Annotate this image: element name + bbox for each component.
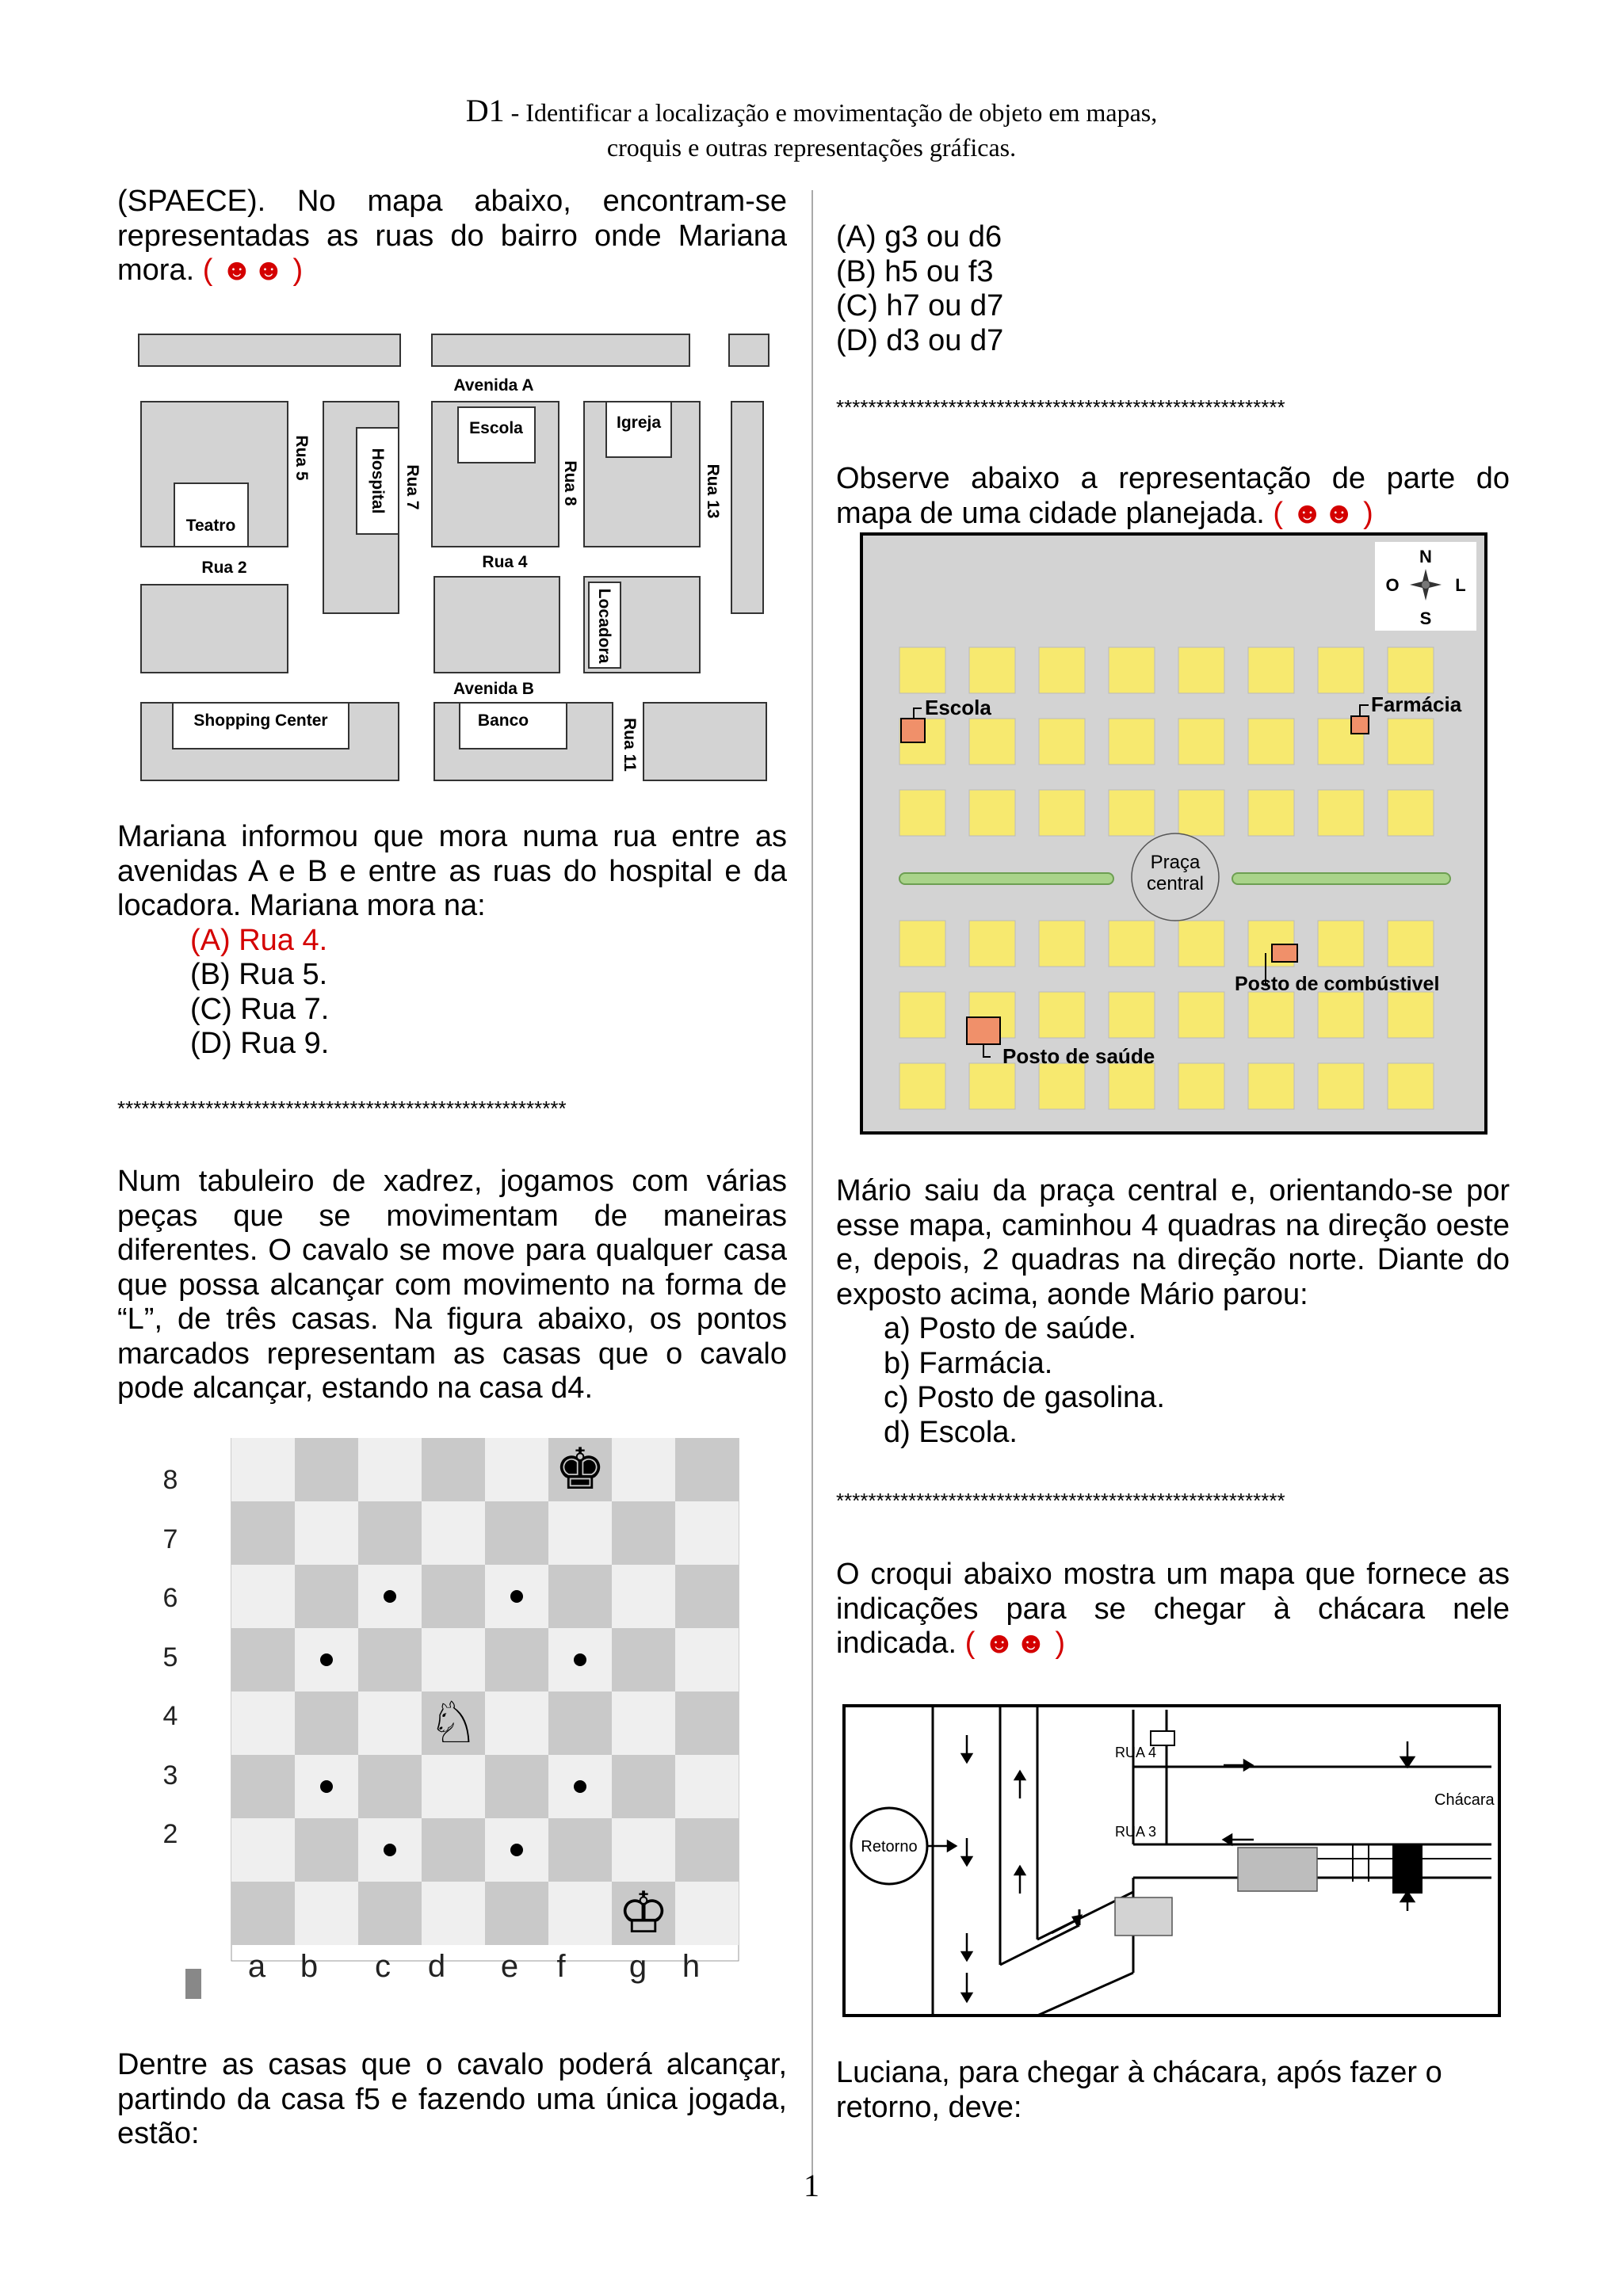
board-square bbox=[231, 1755, 295, 1818]
q3-options bbox=[836, 1312, 1510, 1450]
q4-question: Luciana, para chegar à chácara, após fazer o retorno, deve: bbox=[836, 2056, 1442, 2124]
q1-option-c[interactable]: (C) Rua 7. bbox=[190, 992, 330, 1026]
city-block bbox=[1039, 1063, 1085, 1109]
q3-option-a[interactable]: a) Posto de saúde. bbox=[884, 1312, 1136, 1345]
city-block bbox=[1388, 790, 1434, 836]
board-square bbox=[675, 1501, 739, 1565]
file-label: e bbox=[500, 1949, 519, 1984]
label-rua-13: Rua 13 bbox=[704, 463, 722, 519]
q2-question-block bbox=[117, 2048, 787, 2152]
board-square bbox=[548, 1691, 612, 1755]
q1-option-d[interactable]: (D) Rua 9. bbox=[190, 1027, 330, 1060]
map-block bbox=[139, 334, 400, 366]
q2-option-b[interactable]: (B) h5 ou f3 bbox=[836, 254, 994, 288]
label-escola: Escola bbox=[925, 696, 991, 719]
smiley-icon: ( ☻☻ ) bbox=[1273, 496, 1373, 530]
q1-option-b[interactable]: (B) Rua 5. bbox=[190, 958, 328, 991]
city-block bbox=[1109, 921, 1155, 967]
descriptor-code: D1 bbox=[465, 93, 505, 128]
city-block bbox=[1388, 647, 1434, 693]
board-square bbox=[295, 1565, 358, 1628]
street-map bbox=[127, 325, 777, 792]
city-block bbox=[1109, 1063, 1155, 1109]
city-block bbox=[969, 647, 1015, 693]
label-rua-4: Rua 4 bbox=[482, 553, 528, 571]
board-square bbox=[675, 1882, 739, 1945]
marked-square-dot bbox=[320, 1653, 333, 1666]
descriptor-line2: croquis e outras representações gráficas. bbox=[606, 133, 1017, 162]
rank-label: 3 bbox=[162, 1760, 178, 1791]
city-block bbox=[1039, 790, 1085, 836]
board-square bbox=[358, 1628, 422, 1691]
label-avenida-a: Avenida A bbox=[453, 376, 534, 395]
city-block bbox=[1318, 921, 1364, 967]
city-block bbox=[1109, 719, 1155, 765]
separator-stars: ******************************************************** bbox=[117, 1097, 567, 1120]
city-block bbox=[1178, 1063, 1224, 1109]
board-square bbox=[231, 1882, 295, 1945]
city-block bbox=[1109, 790, 1155, 836]
board-square bbox=[231, 1501, 295, 1565]
descriptor-line1: Identificar a localização e movimentação de objeto em mapas, bbox=[525, 98, 1158, 127]
chess-board bbox=[231, 1438, 739, 1961]
city-block bbox=[1039, 921, 1085, 967]
board-square bbox=[422, 1501, 485, 1565]
q1-option-a[interactable]: (A) Rua 4. bbox=[190, 923, 328, 957]
map-block bbox=[729, 334, 769, 366]
city-block bbox=[1248, 790, 1294, 836]
smiley-icon: ( ☻☻ ) bbox=[964, 1627, 1066, 1660]
escola-marker bbox=[901, 719, 925, 742]
board-square bbox=[548, 1818, 612, 1882]
rank-label: 7 bbox=[162, 1524, 178, 1554]
board-square bbox=[485, 1691, 548, 1755]
board-square bbox=[231, 1628, 295, 1691]
file-label: b bbox=[300, 1949, 319, 1984]
q2-option-d[interactable]: (D) d3 ou d7 bbox=[836, 323, 1004, 357]
file-label: a bbox=[247, 1949, 266, 1984]
q4-body bbox=[836, 1558, 1510, 1661]
board-square bbox=[485, 1882, 548, 1945]
board-corner-shadow bbox=[185, 1969, 201, 1999]
board-square bbox=[295, 1438, 358, 1501]
label-rua-5: Rua 5 bbox=[292, 435, 311, 481]
city-block bbox=[1318, 790, 1364, 836]
city-block bbox=[1109, 992, 1155, 1038]
label-rua-8: Rua 8 bbox=[561, 460, 579, 506]
city-map bbox=[860, 532, 1487, 1135]
board-square bbox=[675, 1755, 739, 1818]
city-block bbox=[1248, 647, 1294, 693]
label-farmacia: Farmácia bbox=[1371, 692, 1462, 716]
board-square bbox=[358, 1882, 422, 1945]
city-block bbox=[899, 921, 945, 967]
board-square bbox=[485, 1501, 548, 1565]
farmacia-marker bbox=[1351, 716, 1369, 734]
label-locadora: Locadora bbox=[595, 588, 613, 664]
city-block bbox=[1178, 790, 1224, 836]
board-square bbox=[422, 1628, 485, 1691]
city-block bbox=[1039, 647, 1085, 693]
marked-square-dot bbox=[510, 1844, 523, 1856]
label-retorno: Retorno bbox=[861, 1838, 918, 1855]
q3-text: Observe abaixo a representação de parte do mapa de uma cidade planejada. ( ☻☻ ) bbox=[836, 462, 1510, 530]
label-chacara: Chácara bbox=[1434, 1791, 1495, 1809]
file-label: h bbox=[682, 1949, 701, 1984]
board-square bbox=[295, 1818, 358, 1882]
q1-text: (SPAECE). No mapa abaixo, encontram-se representadas as ruas do bairro onde Mariana mora. ( ☻☻ ) bbox=[117, 185, 787, 287]
board-square bbox=[231, 1691, 295, 1755]
board-square bbox=[612, 1628, 675, 1691]
city-block bbox=[1109, 647, 1155, 693]
board-square bbox=[422, 1882, 485, 1945]
city-block bbox=[969, 921, 1015, 967]
q2-body bbox=[117, 1165, 787, 1406]
page-header bbox=[0, 93, 1623, 165]
city-block bbox=[1388, 1063, 1434, 1109]
board-square bbox=[548, 1501, 612, 1565]
chess-board-figure bbox=[151, 1438, 745, 2008]
q3-question-block bbox=[836, 1174, 1510, 1450]
q4-text: O croqui abaixo mostra um mapa que fornece as indicações para se chegar à chácara nele indicada. ( ☻☻ ) bbox=[836, 1558, 1510, 1660]
croqui-map bbox=[842, 1703, 1503, 2020]
board-square bbox=[231, 1438, 295, 1501]
city-block bbox=[1318, 992, 1364, 1038]
black-king-icon: ♚ bbox=[554, 1438, 606, 1501]
city-block bbox=[1388, 719, 1434, 765]
smiley-icon: ( ☻☻ ) bbox=[202, 254, 304, 287]
croqui-shaded-block bbox=[1238, 1848, 1317, 1891]
city-block bbox=[969, 719, 1015, 765]
board-square bbox=[485, 1755, 548, 1818]
rank-label: 5 bbox=[162, 1642, 178, 1672]
rank-label: 8 bbox=[162, 1465, 178, 1495]
board-square bbox=[612, 1438, 675, 1501]
board-square bbox=[612, 1691, 675, 1755]
city-block bbox=[899, 1063, 945, 1109]
board-square bbox=[485, 1628, 548, 1691]
board-square bbox=[675, 1628, 739, 1691]
label-rua-3: RUA 3 bbox=[1115, 1824, 1157, 1840]
green-bar-west bbox=[899, 873, 1113, 884]
board-square bbox=[675, 1818, 739, 1882]
marked-square-dot bbox=[320, 1780, 333, 1793]
q3-option-c[interactable]: c) Posto de gasolina. bbox=[884, 1381, 1165, 1414]
map-block bbox=[731, 402, 763, 613]
board-square bbox=[675, 1438, 739, 1501]
q3-option-d[interactable]: d) Escola. bbox=[884, 1415, 1018, 1449]
map-block bbox=[141, 585, 288, 673]
q2-options bbox=[836, 220, 1510, 358]
label-rua-11: Rua 11 bbox=[621, 718, 639, 772]
city-block bbox=[1248, 992, 1294, 1038]
label-rua-2: Rua 2 bbox=[201, 559, 247, 577]
file-label: d bbox=[427, 1949, 446, 1984]
q1-question: Mariana informou que mora numa rua entre as avenidas A e B e entre as ruas do hospital e da locadora. Mariana mora na: bbox=[117, 820, 787, 922]
city-block bbox=[1388, 992, 1434, 1038]
city-block bbox=[1318, 1063, 1364, 1109]
board-square bbox=[358, 1691, 422, 1755]
city-block bbox=[1178, 647, 1224, 693]
compass-s: S bbox=[1419, 608, 1432, 628]
compass-n: N bbox=[1419, 547, 1432, 566]
green-bar-east bbox=[1232, 873, 1450, 884]
board-square bbox=[295, 1691, 358, 1755]
map-block bbox=[432, 334, 689, 366]
posto-combustivel-marker bbox=[1272, 944, 1297, 962]
city-block bbox=[1318, 647, 1364, 693]
board-square bbox=[422, 1818, 485, 1882]
rank-label: 2 bbox=[162, 1819, 178, 1849]
board-square bbox=[612, 1818, 675, 1882]
file-label: c bbox=[375, 1949, 391, 1984]
city-block bbox=[1248, 1063, 1294, 1109]
board-square bbox=[358, 1438, 422, 1501]
city-block bbox=[1178, 921, 1224, 967]
q2-text: Num tabuleiro de xadrez, jogamos com várias peças que se movimentam de maneiras diferentes. O cavalo se move para qualquer casa que possa alcançar com movimento na forma de “L”, de três casas. Na figura abaixo, os pontos marcados representam as casas que o cavalo pode alcançar, estando na casa d4. bbox=[117, 1165, 787, 1405]
label-hospital: Hospital bbox=[369, 448, 387, 514]
city-block bbox=[899, 647, 945, 693]
q3-question: Mário saiu da praça central e, orientando-se por esse mapa, caminhou 4 quadras na direção oeste e, depois, 2 quadras na direção norte. Diante do exposto acima, aonde Mário parou: bbox=[836, 1174, 1510, 1311]
rank-label: 6 bbox=[162, 1583, 178, 1613]
label-posto-combustivel: Posto de combústivel bbox=[1235, 973, 1440, 995]
marked-square-dot bbox=[574, 1653, 586, 1666]
city-block bbox=[1178, 719, 1224, 765]
praca-label-2: central bbox=[1146, 873, 1205, 894]
q2-option-a[interactable]: (A) g3 ou d6 bbox=[836, 220, 1002, 254]
board-square bbox=[231, 1818, 295, 1882]
knight-icon: ♘ bbox=[427, 1691, 479, 1755]
left-column bbox=[117, 185, 787, 288]
label-escola: Escola bbox=[469, 419, 523, 437]
board-square bbox=[612, 1565, 675, 1628]
q2-option-c[interactable]: (C) h7 ou d7 bbox=[836, 289, 1004, 322]
city-block bbox=[899, 992, 945, 1038]
board-square bbox=[548, 1565, 612, 1628]
city-block bbox=[1248, 719, 1294, 765]
marked-square-dot bbox=[574, 1780, 586, 1793]
marked-square-dot bbox=[384, 1844, 396, 1856]
marked-square-dot bbox=[510, 1590, 523, 1603]
white-king-icon: ♔ bbox=[617, 1882, 670, 1945]
board-square bbox=[612, 1501, 675, 1565]
column-divider bbox=[812, 190, 813, 2187]
board-square bbox=[231, 1565, 295, 1628]
marked-square-dot bbox=[384, 1590, 396, 1603]
file-label: g bbox=[628, 1949, 647, 1984]
board-square bbox=[295, 1501, 358, 1565]
label-rua-4: RUA 4 bbox=[1115, 1745, 1157, 1760]
croqui-small-building bbox=[1151, 1731, 1174, 1745]
city-block bbox=[1178, 992, 1224, 1038]
q1-options bbox=[117, 924, 787, 1062]
label-banco: Banco bbox=[477, 711, 529, 730]
city-block bbox=[969, 1063, 1015, 1109]
q3-option-b[interactable]: b) Farmácia. bbox=[884, 1346, 1053, 1380]
city-block bbox=[899, 790, 945, 836]
board-square bbox=[422, 1438, 485, 1501]
board-square bbox=[422, 1755, 485, 1818]
board-square bbox=[675, 1565, 739, 1628]
label-igreja: Igreja bbox=[616, 414, 662, 432]
board-square bbox=[358, 1501, 422, 1565]
board-square bbox=[485, 1438, 548, 1501]
q3-body bbox=[836, 462, 1510, 531]
city-block bbox=[1039, 992, 1085, 1038]
croqui-gray-building bbox=[1115, 1897, 1172, 1936]
city-block bbox=[969, 790, 1015, 836]
label-teatro: Teatro bbox=[185, 517, 236, 535]
board-square bbox=[295, 1882, 358, 1945]
board-square bbox=[675, 1691, 739, 1755]
board-square bbox=[548, 1882, 612, 1945]
label-posto-saude: Posto de saúde bbox=[1002, 1044, 1155, 1068]
posto-saude-marker bbox=[967, 1017, 1000, 1044]
label-avenida-b: Avenida B bbox=[453, 680, 534, 698]
compass-l: L bbox=[1455, 575, 1466, 595]
board-square bbox=[612, 1755, 675, 1818]
board-square bbox=[422, 1565, 485, 1628]
separator-stars: ******************************************************** bbox=[836, 395, 1285, 419]
separator-stars: ******************************************************** bbox=[836, 1489, 1285, 1512]
praca-label-1: Praça bbox=[1150, 852, 1201, 873]
compass-o: O bbox=[1385, 575, 1400, 595]
teatro-building bbox=[174, 483, 248, 547]
map-block bbox=[643, 703, 766, 780]
board-square bbox=[358, 1755, 422, 1818]
file-label: f bbox=[556, 1949, 566, 1984]
city-block bbox=[1388, 921, 1434, 967]
page-number: 1 bbox=[804, 2168, 819, 2203]
rank-label: 4 bbox=[162, 1701, 178, 1731]
chacara-block bbox=[1392, 1844, 1423, 1894]
city-block bbox=[1039, 719, 1085, 765]
q4-question-block bbox=[836, 2056, 1510, 2125]
label-rua-7: Rua 7 bbox=[403, 464, 422, 510]
q1-body bbox=[117, 820, 787, 1062]
label-shopping: Shopping Center bbox=[193, 711, 328, 730]
map-block bbox=[434, 577, 559, 673]
q2-question: Dentre as casas que o cavalo poderá alcançar, partindo da casa f5 e fazendo uma única jogada, estão: bbox=[117, 2048, 787, 2150]
descriptor-separator: - bbox=[504, 98, 526, 127]
